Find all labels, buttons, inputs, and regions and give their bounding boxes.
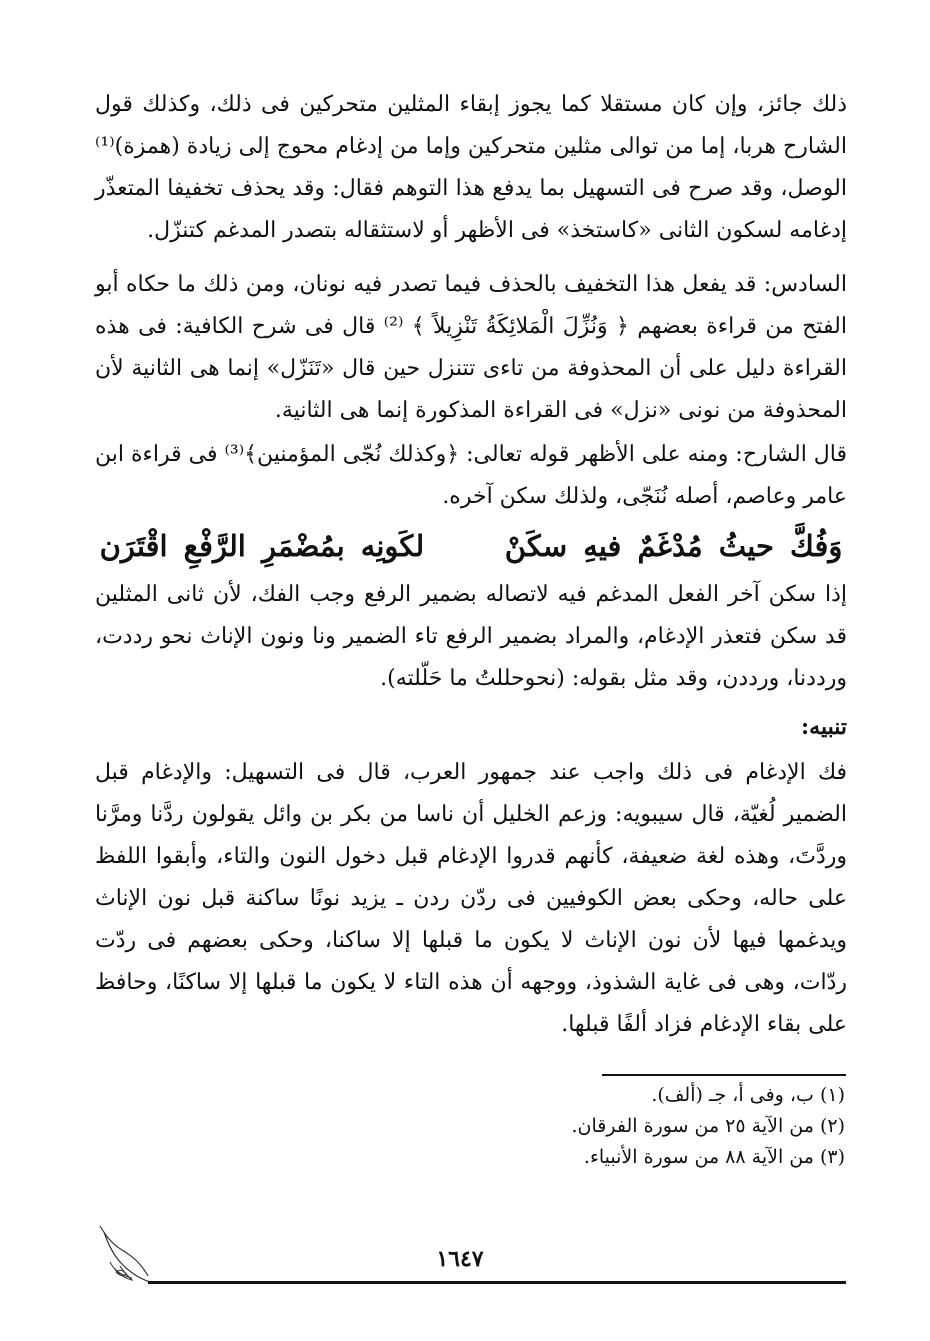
paragraph: ذلك جائز، وإن كان مستقلا كما يجوز إبقاء المثلين متحركين فى ذلك، وكذلك قول الشارح هربا، إما من توالى مثلين متحركين وإما من إدغام محوج إلى زيادة (همزة)⁽¹⁾ الوصل، وقد صرح فى التسهيل بما يدفع هذا التوهم فقال: وقد يحذف تخفيفا المتعذّر إدغامه لسكون الثانى «كاستخذ» فى الأظهر أو لاستثقاله بتصدر المدغم كتنزّل. [95,92,847,243]
verse-hemistich-left: لكَونِه بمُضْمَرِ الرَّفْعِ اقْتَرَن [99,529,425,563]
page-number: ١٦٤٧ [436,1246,484,1272]
footnote: (٢) من الآية ٢٥ من سورة الفرقان. [571,1115,845,1137]
paragraph: إذا سكن آخر الفعل المدغم فيه لاتصاله بضمير الرفع وجب الفك، لأن ثانى المثلين قد سكن فتعذر الإدغام، والمراد بضمير الرفع تاء الضمير ونا ونون الإناث نحو رددت، ورددنا، ورددن، وقد مثل بقوله: (نحوحللتُ ما حَلّلته). [95,582,847,691]
footnote: (١) ب، وفى أ، جـ (ألف). [651,1084,845,1106]
footnotes [420,1080,845,1173]
section-heading: تنبيه: [801,714,847,740]
paragraph: السادس: قد يفعل هذا التخفيف بالحذف فيما تصدر فيه نونان، ومن ذلك ما حكاه أبو الفتح من قراءة بعضهم ﴿ وَنُزِّلَ الْمَلائِكَةُ تَنْزِيلاً ﴾ ⁽²⁾ قال فى شرح الكافية: فى هذه القراءة دليل على أن المحذوفة من تاءى تتنزل حين قال «تَنَزّل» إنما هى الثانية لأن المحذوفة من نونى «نزل» فى القراءة المذكورة إنما هى الثانية. [95,272,847,423]
paragraph: قال الشارح: ومنه على الأظهر قوله تعالى: ﴿وكذلك نُجّى المؤمنين﴾⁽³⁾ فى قراءة ابن عامر وعاصم، أصله نُنَجّى، ولذلك سكن آخره. [95,442,848,509]
paragraph: فك الإدغام فى ذلك واجب عند جمهور العرب، قال فى التسهيل: والإدغام قبل الضمير لُغيّة، قال سيبويه: وزعم الخليل أن ناسا من بكر بن وائل يقولون ردَّنا ومرَّنا وردَّتَ، وهذه لغة ضعيفة، كأنهم قدروا الإدغام قبل دخول النون والتاء، وأبقوا اللفظ على حاله، وحكى بعض الكوفيين فى ردّن ردن ـ يزيد نونًا ساكنة قبل نون الإناث ويدغمها فيها لأن نون الإناث لا يكون ما قبلها إلا ساكنا، وحكى بعضهم فى ردّت ردّات، وهى فى غاية الشذوذ، ووجهه أن هذه التاء لا يكون ما قبلها إلا ساكنًا، وحافظ على بقاء الإدغام فزاد ألفًا قبلها. [95,760,847,1037]
footnote-divider [602,1074,846,1076]
poetry-verse [95,518,847,574]
verse-hemistich-right: وَفُكَّ حيثُ مُدْغَمٌ فيهِ سكَنْ [504,529,843,563]
main-text [95,84,847,1046]
page-ornament-icon [92,1222,156,1288]
bottom-rule [148,1281,846,1284]
footnote: (٣) من الآية ٨٨ من سورة الأنبياء. [583,1146,845,1168]
